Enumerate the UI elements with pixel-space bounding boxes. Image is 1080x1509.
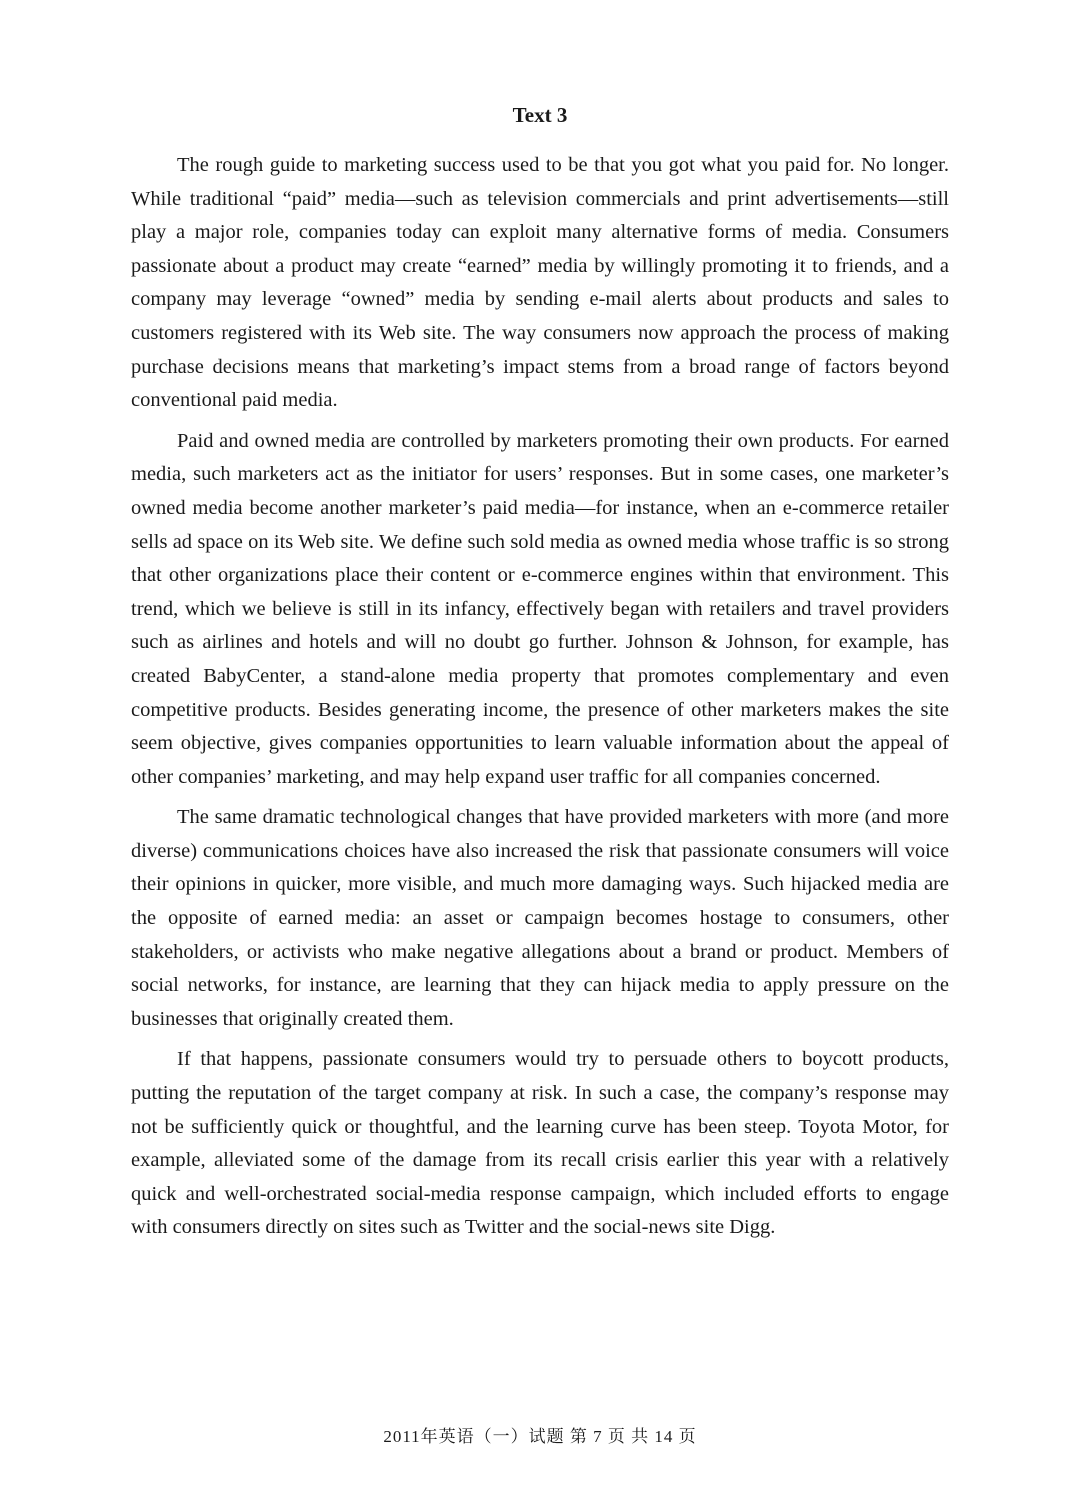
page-footer: 2011年英语（一）试题 第 7 页 共 14 页 — [383, 1427, 697, 1446]
paragraph-1: The rough guide to marketing success used to be that you got what you paid for. No longer. While traditional “paid” media—such as television commercials and print advertisements—still play a major role, companies today can exploit many alternative forms of media. Consumers passionate about a product may create “earned” media by willingly promoting it to friends, and a company may leverage “owned” media by sending e-mail alerts about products and sales to customers registered with its Web site. The way consumers now approach the process of making purchase decisions means that marketing’s impact stems from a broad range of factors beyond conventional paid media. — [131, 154, 949, 412]
text-title: Text 3 — [512, 103, 568, 127]
reading-passage — [131, 149, 949, 1252]
paragraph-4: If that happens, passionate consumers would try to persuade others to boycott products, putting the reputation of the target company at risk. In such a case, the company’s response may not be sufficiently quick or thoughtful, and the learning curve has been steep. Toyota Motor, for example, alleviated some of the damage from its recall crisis earlier this year with a relatively quick and well-orchestrated social-media response campaign, which included efforts to engage with consumers directly on sites such as Twitter and the social-news site Digg. — [131, 1048, 949, 1239]
paragraph-3: The same dramatic technological changes that have provided marketers with more (and more diverse) communications choices have also increased the risk that passionate consumers will voice their opinions in quicker, more visible, and much more damaging ways. Such hijacked media are the opposite of earned media: an asset or campaign becomes hostage to consumers, other stakeholders, or activists who make negative allegations about a brand or product. Members of social networks, for instance, are learning that they can hijack media to apply pressure on the businesses that originally created them. — [131, 806, 949, 1030]
paragraph-2: Paid and owned media are controlled by marketers promoting their own products. For earned media, such marketers act as the initiator for users’ responses. But in some cases, one marketer’s owned media become another marketer’s paid media—for instance, when an e-commerce retailer sells ad space on its Web site. We define such sold media as owned media whose traffic is so strong that other organizations place their content or e-commerce engines within that environment. This trend, which we believe is still in its infancy, effectively began with retailers and travel providers such as airlines and hotels and will no doubt go further. Johnson & Johnson, for example, has created BabyCenter, a stand-alone media property that promotes complementary and even competitive products. Besides generating income, the presence of other marketers makes the site seem objective, gives companies opportunities to learn valuable information about the appeal of other companies’ marketing, and may help expand user traffic for all companies concerned. — [131, 429, 949, 788]
